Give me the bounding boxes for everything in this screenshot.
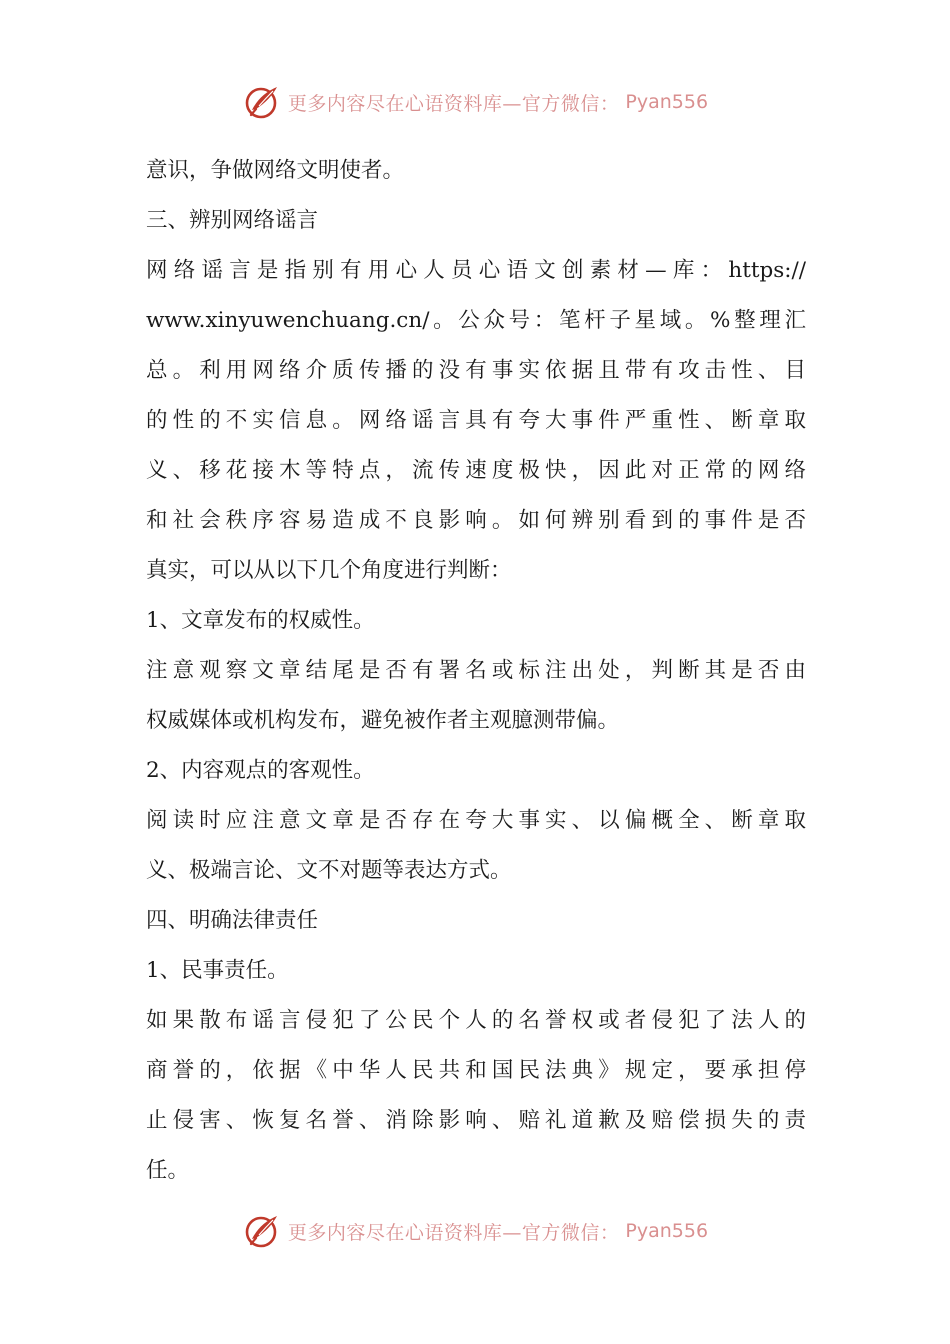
text-line: 三、辨别网络谣言 [146,208,319,233]
text-line: 任。 [146,1158,190,1183]
header-banner [0,80,950,124]
footer-banner-wechat-id: Pyan556 [625,1220,709,1242]
text-line: 阅读时应注意文章是否存在夸大事实、以偏概全、断章取 [146,808,806,833]
text-line: 总。利用网络介质传播的没有事实依据且带有攻击性、目 [146,358,806,383]
text-line: 真实，可以从以下几个角度进行判断： [146,558,512,583]
text-line: 和社会秩序容易造成不良影响。如何辨别看到的事件是否 [146,508,806,533]
text-line: 止侵害、恢复名誉、消除影响、赔礼道歉及赔偿损失的责 [146,1108,806,1133]
text-line: 1、文章发布的权威性。 [146,608,375,633]
footer-banner-text: 更多内容尽在心语资料库—官方微信： [287,1221,620,1244]
text-line: 权威媒体或机构发布，避免被作者主观臆测带偏。 [146,708,620,733]
footer-banner-inner [242,1211,708,1251]
header-banner-text: 更多内容尽在心语资料库—官方微信： [287,92,620,115]
document-body [146,146,806,1196]
text-line: www.xinyuwenchuang.cn/。公众号：笔杆子星域。%整理汇 [146,308,806,333]
text-line: 网络谣言是指别有用心人员心语文创素材—库：https:// [146,258,806,283]
quill-pen-logo-icon [242,82,282,122]
text-line: 注意观察文章结尾是否有署名或标注出处，判断其是否由 [146,658,806,683]
text-line: 义、移花接木等特点，流传速度极快，因此对正常的网络 [146,458,806,483]
text-line: 如果散布谣言侵犯了公民个人的名誉权或者侵犯了法人的 [146,1008,806,1033]
text-line: 2、内容观点的客观性。 [146,758,375,783]
text-line: 商誉的，依据《中华人民共和国民法典》规定，要承担停 [146,1058,806,1083]
quill-pen-logo-icon [242,1211,282,1251]
header-banner-wechat-id: Pyan556 [625,91,709,113]
text-line: 意识，争做网络文明使者。 [146,158,405,183]
header-banner-inner [242,82,708,122]
footer-banner [0,1209,950,1253]
text-line: 义、极端言论、文不对题等表达方式。 [146,858,512,883]
text-line: 1、民事责任。 [146,958,289,983]
text-line: 的性的不实信息。网络谣言具有夸大事件严重性、断章取 [146,408,806,433]
text-line: 四、明确法律责任 [146,908,319,933]
